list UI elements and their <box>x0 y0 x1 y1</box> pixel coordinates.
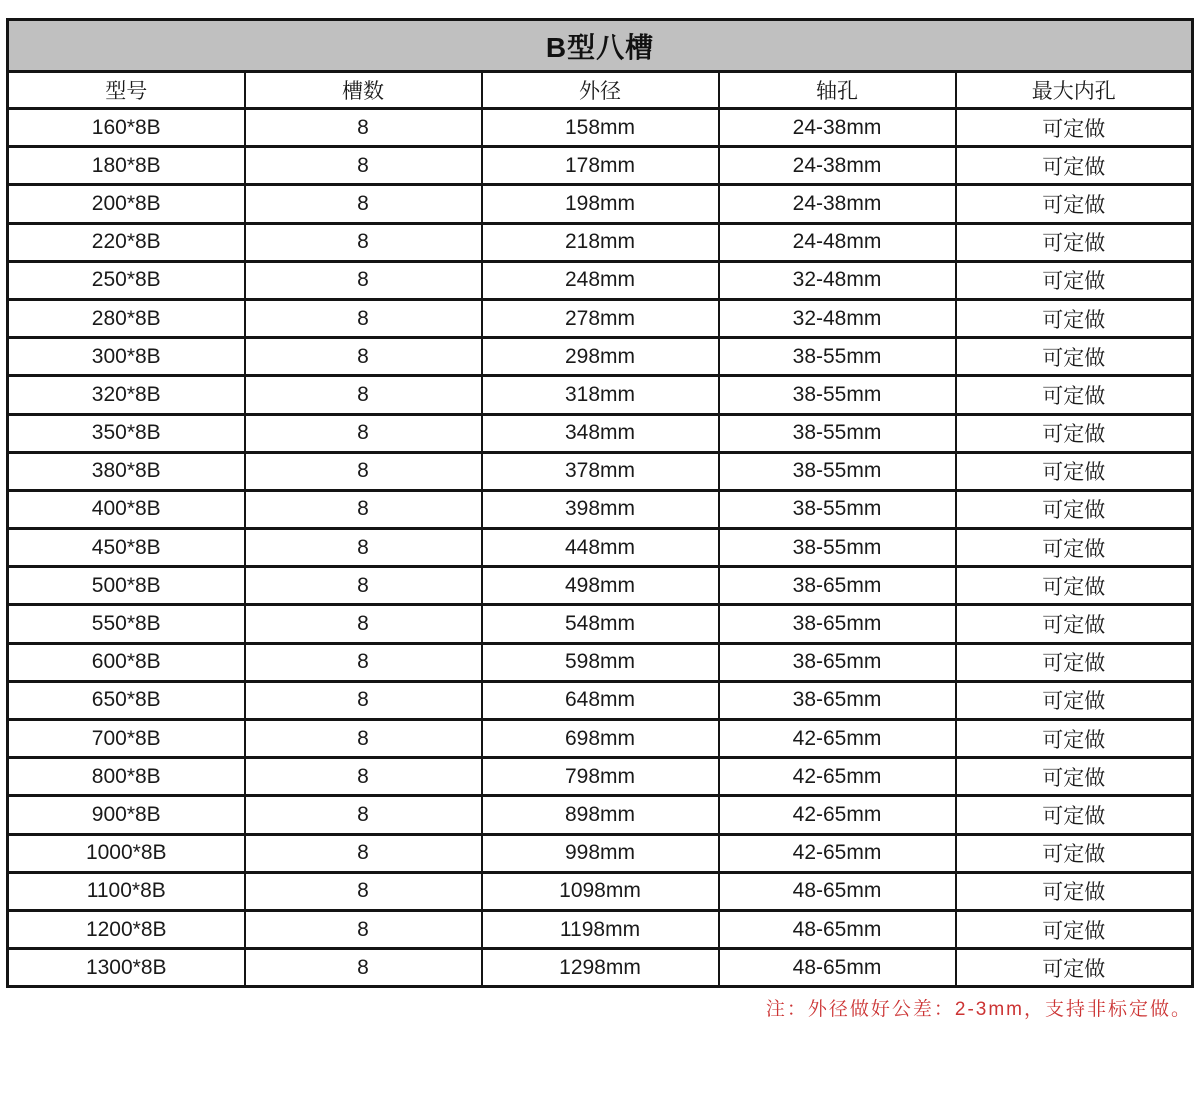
table-cell: 248mm <box>482 261 719 299</box>
table-cell: 1298mm <box>482 949 719 987</box>
table-cell: 160*8B <box>8 109 245 147</box>
table-cell: 220*8B <box>8 223 245 261</box>
table-cell: 可定做 <box>956 605 1193 643</box>
table-cell: 550*8B <box>8 605 245 643</box>
table-cell: 8 <box>245 643 482 681</box>
table-cell: 398mm <box>482 490 719 528</box>
table-cell: 1000*8B <box>8 834 245 872</box>
table-row <box>8 567 1193 605</box>
table-cell: 8 <box>245 834 482 872</box>
table-cell: 8 <box>245 223 482 261</box>
table-cell: 可定做 <box>956 872 1193 910</box>
table-row <box>8 529 1193 567</box>
table-cell: 8 <box>245 185 482 223</box>
table-cell: 32-48mm <box>719 261 956 299</box>
table-row <box>8 834 1193 872</box>
table-cell: 38-65mm <box>719 605 956 643</box>
table-body <box>8 109 1193 987</box>
table-row <box>8 376 1193 414</box>
table-row <box>8 338 1193 376</box>
table-cell: 900*8B <box>8 796 245 834</box>
table-cell: 650*8B <box>8 681 245 719</box>
col-header-groove-count: 槽数 <box>245 72 482 109</box>
table-cell: 8 <box>245 949 482 987</box>
table-cell: 24-38mm <box>719 185 956 223</box>
title-row <box>8 20 1193 72</box>
table-cell: 280*8B <box>8 299 245 337</box>
table-cell: 448mm <box>482 529 719 567</box>
table-cell: 可定做 <box>956 299 1193 337</box>
table-cell: 可定做 <box>956 834 1193 872</box>
table-cell: 38-55mm <box>719 529 956 567</box>
table-cell: 可定做 <box>956 567 1193 605</box>
table-cell: 8 <box>245 414 482 452</box>
table-cell: 38-55mm <box>719 414 956 452</box>
table-row <box>8 681 1193 719</box>
table-cell: 48-65mm <box>719 949 956 987</box>
table-cell: 218mm <box>482 223 719 261</box>
table-cell: 8 <box>245 490 482 528</box>
table-cell: 998mm <box>482 834 719 872</box>
table-cell: 300*8B <box>8 338 245 376</box>
table-cell: 800*8B <box>8 758 245 796</box>
table-cell: 可定做 <box>956 338 1193 376</box>
table-row <box>8 261 1193 299</box>
table-row <box>8 414 1193 452</box>
table-row <box>8 147 1193 185</box>
table-cell: 8 <box>245 681 482 719</box>
table-cell: 可定做 <box>956 147 1193 185</box>
table-row <box>8 796 1193 834</box>
table-cell: 498mm <box>482 567 719 605</box>
table-cell: 48-65mm <box>719 872 956 910</box>
table-cell: 348mm <box>482 414 719 452</box>
table-row <box>8 643 1193 681</box>
table-cell: 600*8B <box>8 643 245 681</box>
table-cell: 38-55mm <box>719 490 956 528</box>
spec-table <box>6 18 1194 988</box>
col-header-model: 型号 <box>8 72 245 109</box>
table-cell: 198mm <box>482 185 719 223</box>
table-row <box>8 490 1193 528</box>
table-cell: 42-65mm <box>719 720 956 758</box>
table-cell: 278mm <box>482 299 719 337</box>
table-cell: 8 <box>245 376 482 414</box>
table-row <box>8 605 1193 643</box>
table-cell: 8 <box>245 299 482 337</box>
table-cell: 8 <box>245 109 482 147</box>
table-cell: 1200*8B <box>8 910 245 948</box>
table-cell: 8 <box>245 605 482 643</box>
table-cell: 200*8B <box>8 185 245 223</box>
table-cell: 38-55mm <box>719 376 956 414</box>
table-cell: 可定做 <box>956 949 1193 987</box>
table-cell: 178mm <box>482 147 719 185</box>
table-cell: 32-48mm <box>719 299 956 337</box>
table-cell: 42-65mm <box>719 796 956 834</box>
table-cell: 38-55mm <box>719 338 956 376</box>
table-row <box>8 299 1193 337</box>
table-cell: 38-65mm <box>719 643 956 681</box>
table-cell: 500*8B <box>8 567 245 605</box>
table-cell: 250*8B <box>8 261 245 299</box>
table-cell: 180*8B <box>8 147 245 185</box>
table-cell: 可定做 <box>956 490 1193 528</box>
table-cell: 可定做 <box>956 109 1193 147</box>
table-cell: 158mm <box>482 109 719 147</box>
table-cell: 400*8B <box>8 490 245 528</box>
table-cell: 8 <box>245 872 482 910</box>
table-row <box>8 758 1193 796</box>
table-cell: 可定做 <box>956 720 1193 758</box>
table-row <box>8 720 1193 758</box>
table-cell: 可定做 <box>956 261 1193 299</box>
table-row <box>8 223 1193 261</box>
table-cell: 1098mm <box>482 872 719 910</box>
table-cell: 648mm <box>482 681 719 719</box>
table-cell: 可定做 <box>956 758 1193 796</box>
table-title: B型八槽 <box>8 20 1193 72</box>
table-cell: 可定做 <box>956 376 1193 414</box>
col-header-max-bore: 最大内孔 <box>956 72 1193 109</box>
table-cell: 8 <box>245 338 482 376</box>
table-cell: 可定做 <box>956 452 1193 490</box>
table-cell: 8 <box>245 758 482 796</box>
table-row <box>8 872 1193 910</box>
header-row <box>8 72 1193 109</box>
table-cell: 24-38mm <box>719 147 956 185</box>
table-cell: 38-65mm <box>719 681 956 719</box>
col-header-shaft-hole: 轴孔 <box>719 72 956 109</box>
table-cell: 8 <box>245 529 482 567</box>
col-header-outer-diameter: 外径 <box>482 72 719 109</box>
table-cell: 42-65mm <box>719 758 956 796</box>
table-row <box>8 109 1193 147</box>
table-cell: 318mm <box>482 376 719 414</box>
table-cell: 450*8B <box>8 529 245 567</box>
table-cell: 可定做 <box>956 223 1193 261</box>
table-cell: 48-65mm <box>719 910 956 948</box>
table-cell: 可定做 <box>956 910 1193 948</box>
table-cell: 8 <box>245 261 482 299</box>
table-cell: 378mm <box>482 452 719 490</box>
table-cell: 24-38mm <box>719 109 956 147</box>
table-cell: 1300*8B <box>8 949 245 987</box>
table-cell: 350*8B <box>8 414 245 452</box>
table-cell: 380*8B <box>8 452 245 490</box>
table-cell: 8 <box>245 910 482 948</box>
table-cell: 8 <box>245 567 482 605</box>
table-cell: 298mm <box>482 338 719 376</box>
table-cell: 548mm <box>482 605 719 643</box>
table-cell: 24-48mm <box>719 223 956 261</box>
table-cell: 可定做 <box>956 529 1193 567</box>
table-cell: 可定做 <box>956 681 1193 719</box>
table-cell: 8 <box>245 796 482 834</box>
table-cell: 798mm <box>482 758 719 796</box>
table-cell: 898mm <box>482 796 719 834</box>
table-row <box>8 910 1193 948</box>
table-row <box>8 949 1193 987</box>
table-cell: 700*8B <box>8 720 245 758</box>
footnote: 注：外径做好公差：2-3mm，支持非标定做。 <box>765 999 1192 1021</box>
table-cell: 可定做 <box>956 185 1193 223</box>
table-row <box>8 452 1193 490</box>
table-cell: 320*8B <box>8 376 245 414</box>
table-cell: 698mm <box>482 720 719 758</box>
table-cell: 8 <box>245 452 482 490</box>
table-row <box>8 185 1193 223</box>
table-cell: 可定做 <box>956 796 1193 834</box>
table-cell: 1100*8B <box>8 872 245 910</box>
table-cell: 可定做 <box>956 414 1193 452</box>
table-cell: 可定做 <box>956 643 1193 681</box>
table-cell: 38-55mm <box>719 452 956 490</box>
table-cell: 8 <box>245 720 482 758</box>
table-cell: 38-65mm <box>719 567 956 605</box>
table-cell: 598mm <box>482 643 719 681</box>
table-cell: 42-65mm <box>719 834 956 872</box>
table-cell: 1198mm <box>482 910 719 948</box>
table-cell: 8 <box>245 147 482 185</box>
